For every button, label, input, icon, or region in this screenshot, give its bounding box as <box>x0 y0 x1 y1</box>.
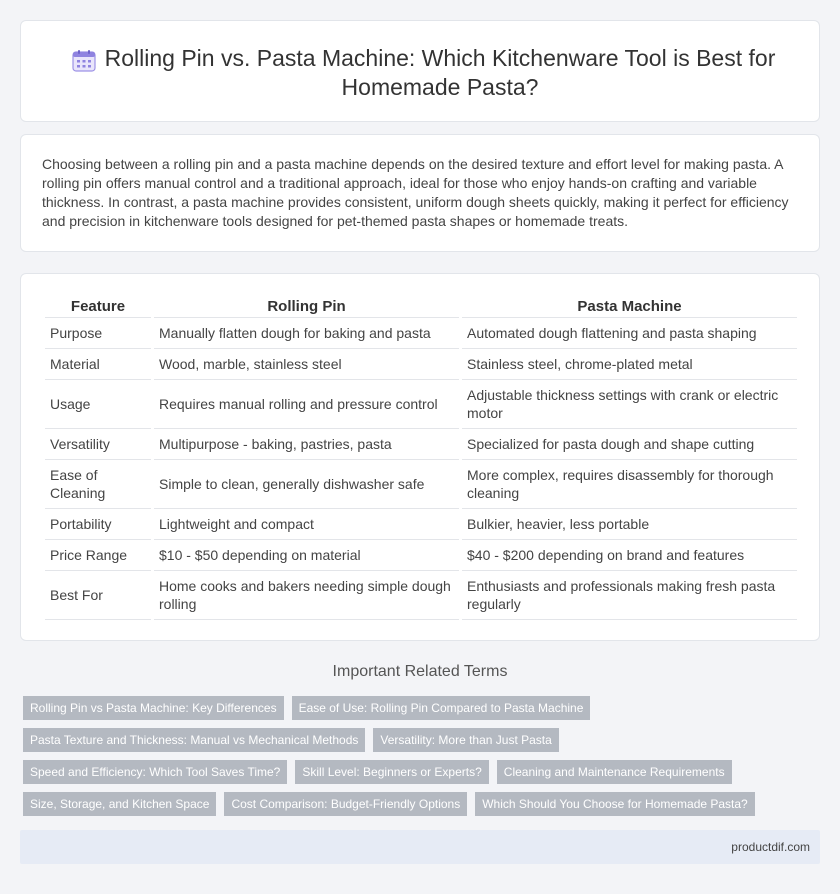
pasta-machine-cell: $40 - $200 depending on brand and features <box>462 540 797 571</box>
feature-cell: Purpose <box>45 318 151 349</box>
table-row <box>45 318 797 349</box>
related-term-tag[interactable]: Pasta Texture and Thickness: Manual vs Mechanical Methods <box>23 728 365 752</box>
page-title: Rolling Pin vs. Pasta Machine: Which Kitchenware Tool is Best for Homemade Pasta? <box>104 45 776 100</box>
table-row <box>45 540 797 571</box>
related-term-tag[interactable]: Cleaning and Maintenance Requirements <box>497 760 732 784</box>
rolling-pin-cell: Simple to clean, generally dishwasher safe <box>154 460 459 509</box>
table-row <box>45 380 797 429</box>
related-term-tag[interactable]: Size, Storage, and Kitchen Space <box>23 792 216 816</box>
related-term-tag[interactable]: Versatility: More than Just Pasta <box>373 728 558 752</box>
rolling-pin-cell: Home cooks and bakers needing simple dough rolling <box>154 571 459 620</box>
related-term-tag[interactable]: Which Should You Choose for Homemade Pasta? <box>475 792 755 816</box>
comparison-card <box>20 273 820 641</box>
pasta-machine-cell: More complex, requires disassembly for thorough cleaning <box>462 460 797 509</box>
table-row <box>45 509 797 540</box>
intro-card <box>20 134 820 252</box>
table-row <box>45 429 797 460</box>
feature-cell: Price Range <box>45 540 151 571</box>
rolling-pin-cell: $10 - $50 depending on material <box>154 540 459 571</box>
header-pasta-machine: Pasta Machine <box>462 296 797 318</box>
rolling-pin-cell: Manually flatten dough for baking and pasta <box>154 318 459 349</box>
rolling-pin-cell: Requires manual rolling and pressure control <box>154 380 459 429</box>
tag-row <box>23 728 813 752</box>
pasta-machine-cell: Stainless steel, chrome-plated metal <box>462 349 797 380</box>
feature-cell: Material <box>45 349 151 380</box>
header-card <box>20 20 820 122</box>
pasta-machine-cell: Bulkier, heavier, less portable <box>462 509 797 540</box>
tag-row <box>23 696 813 720</box>
tag-row <box>23 760 813 784</box>
feature-cell: Usage <box>45 380 151 429</box>
feature-cell: Versatility <box>45 429 151 460</box>
pasta-machine-cell: Specialized for pasta dough and shape cutting <box>462 429 797 460</box>
table-row <box>45 571 797 620</box>
comparison-table <box>42 296 800 620</box>
related-terms-list <box>23 696 813 824</box>
related-term-tag[interactable]: Rolling Pin vs Pasta Machine: Key Differences <box>23 696 284 720</box>
pasta-machine-cell: Automated dough flattening and pasta shaping <box>462 318 797 349</box>
tag-row <box>23 792 813 816</box>
feature-cell: Ease of Cleaning <box>45 460 151 509</box>
related-terms-title: Important Related Terms <box>332 663 508 680</box>
header-rolling-pin: Rolling Pin <box>154 296 459 318</box>
rolling-pin-cell: Wood, marble, stainless steel <box>154 349 459 380</box>
footer-bar <box>20 830 820 864</box>
feature-cell: Portability <box>45 509 151 540</box>
header-feature: Feature <box>45 296 151 318</box>
table-header-row <box>45 296 797 318</box>
feature-cell: Best For <box>45 571 151 620</box>
table-row <box>45 460 797 509</box>
related-term-tag[interactable]: Skill Level: Beginners or Experts? <box>295 760 488 784</box>
pasta-machine-cell: Enthusiasts and professionals making fresh pasta regularly <box>462 571 797 620</box>
footer-site-link[interactable]: productdif.com <box>731 840 810 854</box>
intro-text: Choosing between a rolling pin and a pasta machine depends on the desired texture and effort level for making pasta. A rolling pin offers manual control and a traditional approach, ideal for those who enjoy hands-on crafting and variable thickness. In contrast, a pasta machine provides consistent, uniform dough sheets quickly, making it perfect for efficiency and precision in kitchenware tools designed for pet-themed pasta shapes or homemade treats. <box>42 156 789 229</box>
pasta-machine-cell: Adjustable thickness settings with crank or electric motor <box>462 380 797 429</box>
rolling-pin-cell: Lightweight and compact <box>154 509 459 540</box>
table-row <box>45 349 797 380</box>
related-term-tag[interactable]: Cost Comparison: Budget-Friendly Options <box>224 792 467 816</box>
rolling-pin-cell: Multipurpose - baking, pastries, pasta <box>154 429 459 460</box>
related-term-tag[interactable]: Speed and Efficiency: Which Tool Saves Time? <box>23 760 287 784</box>
related-term-tag[interactable]: Ease of Use: Rolling Pin Compared to Pasta Machine <box>292 696 591 720</box>
